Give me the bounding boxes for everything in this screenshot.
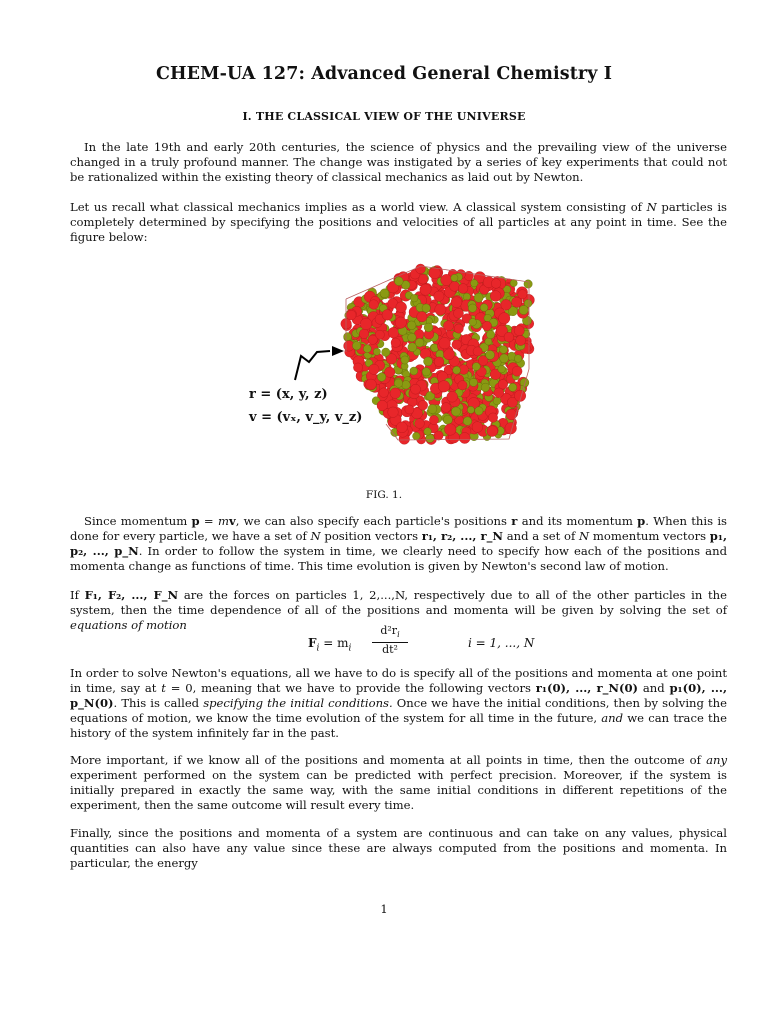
red-particle xyxy=(512,297,522,307)
red-particle xyxy=(444,349,455,360)
red-particle xyxy=(512,366,522,376)
olive-particle xyxy=(498,365,506,373)
olive-particle xyxy=(451,274,458,281)
olive-particle xyxy=(493,397,501,405)
red-particle xyxy=(499,313,510,324)
red-particle xyxy=(441,274,452,285)
olive-particle xyxy=(510,280,517,287)
olive-particle xyxy=(469,378,477,386)
paragraph-forces: If F₁, F₂, ..., F_N are the forces on particles 1, 2,...,N, respectively due to all of the other particles in the system, then the time dependence of all of the positions and momenta will be given by solving the set of equations of motion xyxy=(70,588,727,632)
olive-particle xyxy=(451,407,460,416)
olive-particle xyxy=(514,355,522,363)
red-particle xyxy=(395,317,406,328)
position-vector-label: r = (x, y, z) xyxy=(249,387,328,402)
red-particle xyxy=(391,338,400,347)
red-particle xyxy=(482,321,491,330)
red-particle xyxy=(417,312,427,322)
red-particle xyxy=(411,384,421,394)
olive-particle xyxy=(352,341,361,350)
red-particle xyxy=(454,324,463,333)
red-particle xyxy=(359,329,369,339)
red-particle xyxy=(368,335,377,344)
newton-equation xyxy=(300,624,560,664)
red-particle xyxy=(451,297,462,308)
olive-particle xyxy=(394,277,403,286)
arrow-icon xyxy=(295,346,344,380)
olive-particle xyxy=(424,323,433,332)
red-particle xyxy=(472,422,483,433)
red-particle xyxy=(346,310,356,320)
olive-particle xyxy=(474,293,483,302)
red-particle xyxy=(369,364,379,374)
olive-particle xyxy=(471,280,478,287)
red-particle xyxy=(429,415,438,424)
document-title: CHEM-UA 127: Advanced General Chemistry I xyxy=(156,64,612,84)
olive-particle xyxy=(486,330,494,338)
particle-box-figure xyxy=(246,244,546,474)
equation-fraction: $d^2r_i$ dt² xyxy=(372,624,408,657)
olive-particle xyxy=(410,294,418,302)
red-particle xyxy=(385,367,395,377)
olive-particle xyxy=(486,350,495,359)
red-particle xyxy=(369,300,379,310)
olive-particle xyxy=(472,363,480,371)
olive-particle xyxy=(407,321,416,330)
equation-index-range: i = 1, ..., N xyxy=(468,636,535,650)
red-particle xyxy=(501,300,512,311)
red-particle xyxy=(452,340,462,350)
red-particle xyxy=(458,284,468,294)
olive-particle xyxy=(413,432,421,440)
red-particle xyxy=(438,381,450,393)
red-particle xyxy=(416,264,426,274)
red-particle xyxy=(382,310,393,321)
olive-particle xyxy=(424,428,432,436)
red-particle xyxy=(353,363,362,372)
olive-particle xyxy=(500,354,509,363)
red-particle xyxy=(415,419,425,429)
olive-particle xyxy=(468,304,476,312)
red-particle xyxy=(360,318,372,330)
red-particle xyxy=(454,308,464,318)
red-particle xyxy=(420,284,431,295)
red-particle xyxy=(504,332,514,342)
red-particle xyxy=(418,400,428,410)
olive-particle xyxy=(401,356,409,364)
paragraph-predictability: More important, if we know all of the positions and momenta at all points in time, then the outcome of any experiment performed on the system can be predicted with perfect precision. Moreover, if the system is initially prepared in exactly the same way, with the same initial conditions in different repetitions of the experiment, then the same outcome will result every time. xyxy=(70,753,727,812)
red-particle xyxy=(434,431,443,440)
velocity-vector-label: v = (vₓ, v_y, v_z) xyxy=(249,410,363,425)
paragraph-initial-conditions: In order to solve Newton's equations, all we have to do is specify all of the positions and momenta at one point in time, say at t = 0, meaning that we have to provide the following vectors r₁(0), ..., r_N(0) and p₁(0), ..., p_N(0). This is called specifying the initial conditions. Once we have the initial conditions, then by solving the equations of motion, we know the time evolution of the system for all time in the future, and we can trace the history of the system infinitely far in the past. xyxy=(70,666,727,740)
red-particle xyxy=(487,426,498,437)
olive-particle xyxy=(500,346,508,354)
red-particle xyxy=(434,291,444,301)
olive-particle xyxy=(373,348,380,355)
red-particle xyxy=(439,337,451,349)
olive-particle xyxy=(380,289,389,298)
olive-particle xyxy=(422,368,430,376)
paragraph-momentum: Since momentum p = mv, we can also specify each particle's positions r and its momentum p. When this is done for every particle, we have a set of N position vectors r₁, r₂, ..., r_N and a set of N momentum vectors p₁, p₂, ..., p_N. In order to follow the system in time, we clearly need to specify how each of the positions and momenta change as functions of time. This time evolution is given by Newton's second law of motion. xyxy=(70,514,728,573)
olive-particle xyxy=(424,357,433,366)
red-particle xyxy=(516,336,526,346)
olive-particle xyxy=(443,415,452,424)
paragraph-energy: Finally, since the positions and momenta of a system are continuous and can take on any values, physical quantities can also have any value since these are always computed from the positions and momenta. In particular, the energy xyxy=(70,826,727,870)
red-particle xyxy=(390,388,401,399)
olive-particle xyxy=(467,406,474,413)
red-particle xyxy=(388,327,399,338)
red-particle xyxy=(396,302,407,313)
red-particle xyxy=(445,424,457,436)
red-particle xyxy=(490,291,501,302)
red-particle xyxy=(379,388,389,398)
figure-caption: FIG. 1. xyxy=(365,489,403,501)
red-particle xyxy=(498,380,508,390)
olive-particle xyxy=(377,373,386,382)
red-particle xyxy=(491,279,501,289)
red-particle xyxy=(458,381,467,390)
paragraph-intro: In the late 19th and early 20th centuries, the science of physics and the prevailing view of the universe changed in a truly profound manner. The change was instigated by a series of key experiments that could not be rationalized within the existing theory of classical mechanics as laid out by Newton. xyxy=(70,140,727,184)
olive-particle xyxy=(480,304,488,312)
red-particle xyxy=(396,422,407,433)
particle-box-illustration xyxy=(246,244,546,474)
olive-particle xyxy=(408,333,417,342)
olive-particle xyxy=(422,304,430,312)
olive-particle xyxy=(453,366,461,374)
olive-particle xyxy=(363,345,371,353)
olive-particle xyxy=(519,305,528,314)
red-particle xyxy=(473,347,482,356)
olive-particle xyxy=(410,367,418,375)
olive-particle xyxy=(481,383,490,392)
red-particle xyxy=(405,405,414,414)
olive-particle xyxy=(469,318,477,326)
paragraph-world-view: Let us recall what classical mechanics implies as a world view. A classical system consisting of N particles is completely determined by specifying the positions and velocities of all particles at any point in time. See the figure below: xyxy=(70,200,727,244)
olive-particle xyxy=(402,381,411,390)
red-particle xyxy=(447,391,458,402)
red-particle xyxy=(388,407,399,418)
olive-particle xyxy=(415,338,424,347)
equation-lhs: $F_i = m_i$ xyxy=(308,636,352,654)
olive-particle xyxy=(344,333,352,341)
olive-particle xyxy=(382,348,390,356)
page-number: 1 xyxy=(380,902,388,916)
particle-cloud xyxy=(341,264,535,445)
red-particle xyxy=(366,379,377,390)
red-particle xyxy=(435,304,446,315)
red-particle xyxy=(488,413,497,422)
red-particle xyxy=(494,388,504,398)
red-particle xyxy=(443,321,453,331)
red-particle xyxy=(459,433,470,444)
olive-particle xyxy=(475,407,483,415)
red-particle xyxy=(514,326,524,336)
olive-particle xyxy=(463,293,470,300)
olive-particle xyxy=(428,404,437,413)
section-heading: I. THE CLASSICAL VIEW OF THE UNIVERSE xyxy=(242,110,526,123)
olive-particle xyxy=(509,383,517,391)
red-particle xyxy=(434,357,444,367)
olive-particle xyxy=(463,417,472,426)
